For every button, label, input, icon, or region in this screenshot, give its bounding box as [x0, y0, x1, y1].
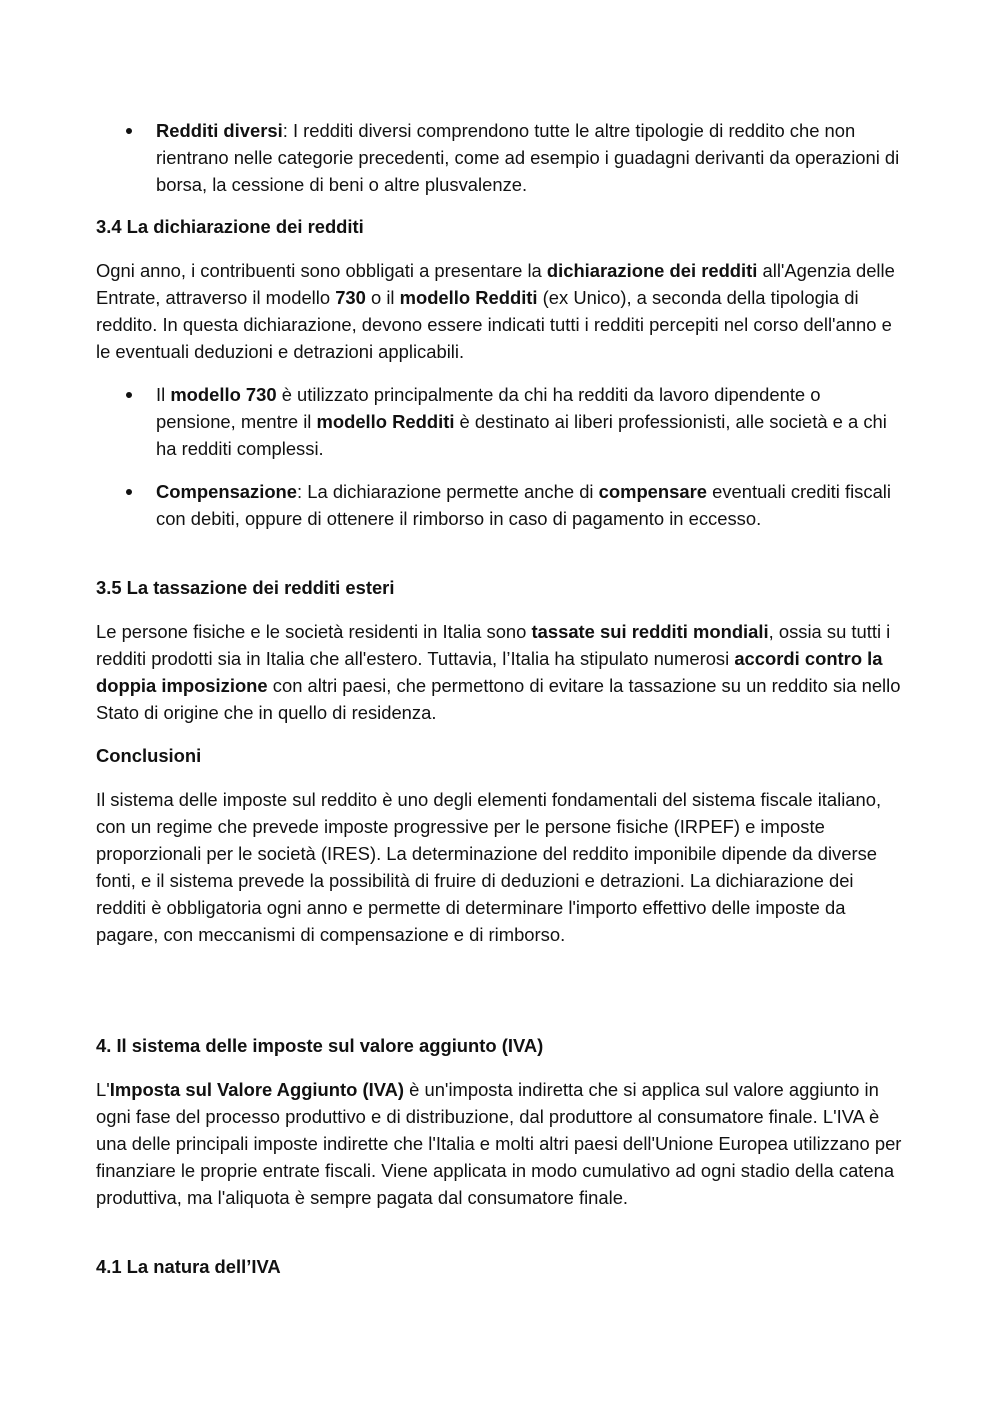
bullet-icon	[126, 128, 132, 134]
paragraph-conclusioni: Il sistema delle imposte sul reddito è uno degli elementi fondamentali del sistema fiscale italiano, con un regime che prevede imposte progressive per le persone fisiche (IRPEF) e imposte proporzionali per le società (IRES). La determinazione del reddito imponibile dipende da diverse fonti, e il sistema prevede la possibilità di fruire di deduzioni e detrazioni. La dichiarazione dei redditi è obbligatoria ogni anno e permette di determinare l'importo effettivo delle imposte da pagare, con meccanismi di compensazione e di rimborso.	[96, 789, 882, 945]
list-item-text	[156, 118, 901, 199]
paragraph-3-5	[96, 619, 906, 727]
text-run: : La dichiarazione permette anche di	[297, 481, 599, 502]
section-heading-3-4: 3.4 La dichiarazione dei redditi	[96, 216, 364, 237]
text-run: (ex Unico), a seconda della tipologia di reddito. In questa dichiarazione, devono essere indicati tutti i redditi percepiti nel corso dell'anno e le eventuali deduzioni e detrazioni applicabili.	[96, 286, 892, 362]
section-heading-3-5: 3.5 La tassazione dei redditi esteri	[96, 577, 395, 598]
bold-term: modello Redditi	[399, 286, 538, 308]
list-item-text	[156, 479, 901, 533]
paragraph-4	[96, 1077, 906, 1212]
text-run: Il	[156, 384, 171, 405]
bold-term: 730	[335, 286, 366, 308]
text-run: è utilizzato principalmente da chi ha redditi da lavoro dipendente o pensione, mentre il	[156, 384, 821, 432]
text-run: , ossia su tutti i redditi prodotti sia in Italia che all'estero. Tuttavia, l’Italia ha stipulato numerosi	[96, 621, 891, 669]
text-run: eventuali crediti fiscali con debiti, oppure di ottenere il rimborso in caso di pagamento in eccesso.	[156, 481, 891, 529]
text-run: è destinato ai liberi professionisti, alle società e a chi ha redditi complessi.	[156, 410, 887, 459]
text-run: L'	[96, 1079, 110, 1100]
text-run: o il	[365, 286, 400, 308]
bold-term: accordi contro la doppia imposizione	[96, 647, 883, 696]
bold-term: dichiarazione dei redditi	[546, 260, 758, 281]
text-run: Le persone fisiche e le società residenti in Italia sono	[96, 621, 532, 642]
list-item-body: : I redditi diversi comprendono tutte le altre tipologie di reddito che non rientrano nelle categorie precedenti, come ad esempio i guadagni derivanti da operazioni di borsa, la cessione di beni o altre plusvalenze.	[156, 120, 900, 195]
paragraph-3-4	[96, 258, 906, 366]
bold-term: compensare	[598, 481, 707, 502]
text-run: con altri paesi, che permettono di evitare la tassazione su un reddito sia nello Stato di origine che in quello di residenza.	[96, 674, 901, 723]
list-item-text	[156, 382, 901, 463]
section-heading-4-1: 4.1 La natura dell’IVA	[96, 1256, 281, 1277]
text-run: all'Agenzia delle Entrate, attraverso il modello	[96, 260, 895, 308]
bold-term: modello 730	[170, 384, 277, 405]
section-heading-conclusioni: Conclusioni	[96, 745, 202, 766]
bold-term: Compensazione	[156, 481, 298, 502]
bullet-icon	[126, 392, 132, 398]
text-run: Ogni anno, i contribuenti sono obbligati a presentare la	[96, 260, 547, 281]
bullet-icon	[126, 489, 132, 495]
bold-term: Redditi diversi	[156, 120, 283, 141]
bold-term: tassate sui redditi mondiali	[531, 621, 769, 642]
text-run: è un'imposta indiretta che si applica sul valore aggiunto in ogni fase del processo produttivo e di distribuzione, dal produttore al consumatore finale. L'IVA è una delle principali imposte indirette che l'Italia e molti altri paesi dell'Unione Europea utilizzano per finanziare le proprie entrate fiscali. Viene applicata in modo cumulativo ad ogni stadio della catena produttiva, ma l'aliquota è sempre pagata dal consumatore finale.	[96, 1079, 902, 1208]
bold-term: modello Redditi	[316, 410, 455, 432]
bold-term: Imposta sul Valore Aggiunto (IVA)	[109, 1079, 405, 1100]
section-heading-4: 4. Il sistema delle imposte sul valore aggiunto (IVA)	[96, 1035, 544, 1056]
